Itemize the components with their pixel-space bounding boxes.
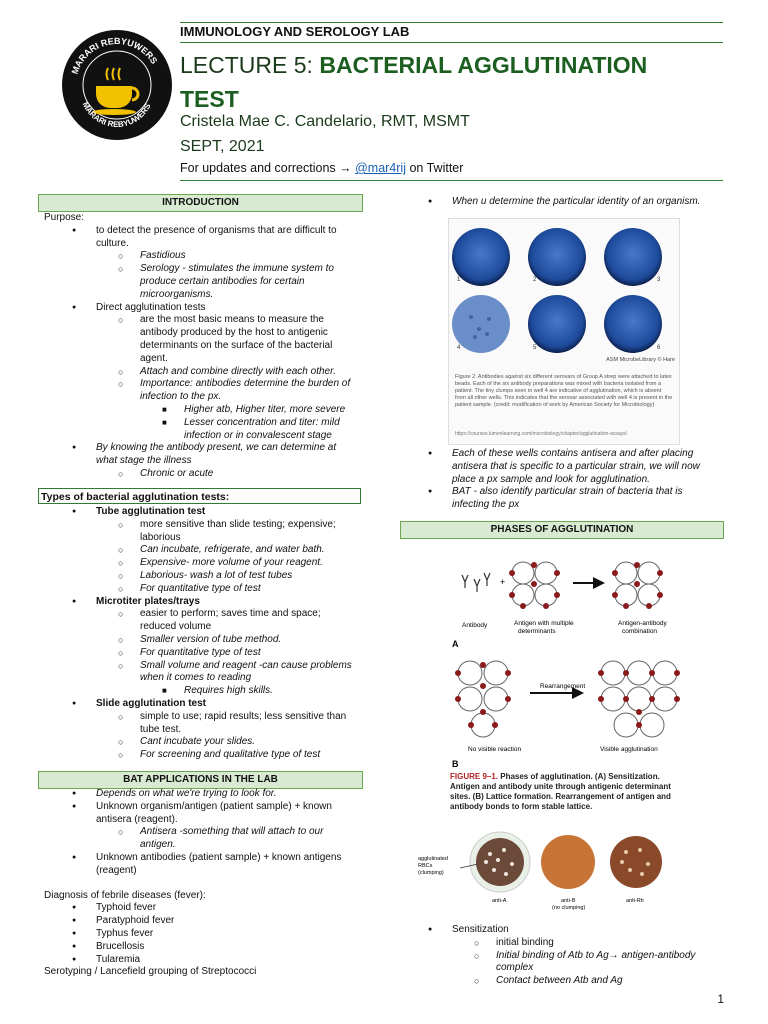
list-item: ● Tularemia: [44, 954, 374, 967]
list-item: ○ Smaller version of tube method.: [44, 634, 374, 647]
plate-label: 2: [533, 277, 537, 283]
list-item: ○ Contact between Atb and Ag: [400, 975, 730, 988]
list-item: ○ Initial binding of Atb to Ag→ antigen-antibody: [400, 950, 730, 963]
list-item-cont: antisera that is specific to a particular strain, we will now: [452, 460, 700, 472]
svg-text:MARARI REBYUWERS: MARARI REBYUWERS: [69, 35, 160, 76]
list-item: ■ Requires high skills.: [44, 685, 374, 698]
list-item-cont: antisera (reagent).: [96, 813, 178, 825]
slide-label-anti-b: anti-B: [561, 898, 576, 904]
right-wells-text: [400, 448, 730, 512]
blood-typing-slides-figure: [418, 830, 690, 914]
list-item-cont: laborious: [140, 531, 181, 543]
list-item: ● BAT - also identify particular strain of bacteria that is: [400, 486, 730, 499]
list-item: ○ Laborious- wash a lot of test tubes: [44, 570, 374, 583]
list-item: ■ Lesser concentration and titer: mild: [44, 417, 374, 430]
bat-applications-body: [44, 788, 374, 979]
svg-text:MARARI REBYUWERS: MARARI REBYUWERS: [80, 100, 153, 130]
introduction-body: [44, 212, 374, 481]
list-item-cont: microorganisms.: [140, 288, 214, 300]
fig-label-antibody: Antibody: [462, 622, 488, 629]
list-item: ○ Small volume and reagent -can cause problems: [44, 660, 374, 673]
list-item: ● Slide agglutination test: [44, 698, 374, 711]
list-item-cont: what stage the illness: [96, 455, 192, 467]
updates-suffix: on Twitter: [405, 161, 464, 175]
fig-label-no-visible: No visible reaction: [468, 746, 522, 753]
list-item: ○ Importance: antibodies determine the burden of: [44, 378, 374, 391]
list-item: ● Microtiter plates/trays: [44, 596, 374, 609]
list-item-cont: produce certain antibodies for certain: [140, 275, 305, 287]
header-top-rule: [180, 22, 723, 23]
list-item: ● By knowing the antibody present, we can determine at: [44, 442, 374, 455]
serotyping-line: Serotyping / Lancefield grouping of Streptococci: [44, 966, 257, 978]
plate-credit: ASM MicrobeLibrary © Hare: [606, 357, 675, 363]
header-bottom-rule: [180, 180, 723, 181]
list-item: ○ For quantitative type of test: [44, 583, 374, 596]
figure-9-1-caption: [450, 772, 686, 812]
slide-label-no-clumping: (no clumping): [552, 905, 586, 911]
list-item-cont: complex: [496, 962, 534, 974]
list-item: ○ simple to use; rapid results; less sensitive than: [44, 711, 374, 724]
updates-prefix: For updates and corrections →: [180, 161, 356, 175]
bat-applications-heading: BAT APPLICATIONS IN THE LAB: [38, 771, 363, 789]
list-item: ○ Cant incubate your slides.: [44, 736, 374, 749]
list-item: ● to detect the presence of organisms that are difficult to: [44, 225, 374, 238]
list-item: ○ more sensitive than slide testing; expensive;: [44, 519, 374, 532]
svg-text:+: +: [500, 577, 506, 587]
fig-label-visible: Visible agglutination: [600, 746, 658, 753]
list-item-cont: (reagent): [96, 864, 137, 876]
right-intro: [400, 196, 730, 209]
list-item: ● Direct agglutination tests: [44, 302, 374, 315]
list-item: ● Each of these wells contains antisera and after placing: [400, 448, 730, 461]
figure-2-caption: Figure 2. Antibodies against six different serovars of Group A strep were attached to latex beads. Each of the six antibody preparations was mixed with bacteria isolated from a patient. The tiny clumps seen in well 4 are indicative of agglutination, which is absent from all other wells. This indicates that the serovar associated with well 4 is present in the patient sample. (credit: modification of work by American Society for Microbiology): [455, 374, 673, 408]
fig-label-combo-b: combination: [622, 628, 658, 635]
list-item: ● Tube agglutination test: [44, 506, 374, 519]
course-title: IMMUNOLOGY AND SEROLOGY LAB: [180, 24, 410, 39]
plate-label: 1: [457, 277, 461, 283]
slide-label-anti-rh: anti-Rh: [626, 898, 644, 904]
header-mid-rule: [180, 42, 723, 43]
list-item: ● Paratyphoid fever: [44, 915, 374, 928]
list-item: ○ Can incubate, refrigerate, and water bath.: [44, 544, 374, 557]
author: Cristela Mae C. Candelario, RMT, MSMT: [180, 113, 470, 130]
fig-label-rearrangement: Rearrangement: [540, 683, 586, 690]
list-item-cont: infection or in convalescent stage: [184, 429, 332, 441]
plate-label: 5: [533, 345, 537, 351]
list-item-cont: antigen.: [140, 839, 176, 851]
slide-label-clumping: (clumping): [418, 870, 444, 876]
list-item: ● Depends on what we're trying to look for.: [44, 788, 374, 801]
fig-label-antigen: Antigen with multiple: [514, 620, 574, 627]
list-item-cont: culture.: [96, 237, 129, 249]
list-item: ○ For quantitative type of test: [44, 647, 374, 660]
list-item: ○ For screening and qualitative type of test: [44, 749, 374, 762]
fig91-title: FIGURE 9–1.: [450, 772, 499, 781]
lecture-title: [180, 48, 647, 116]
fig-panel-a: A: [452, 639, 459, 649]
list-item-cont: infecting the px: [452, 499, 520, 511]
marari-rebyuwers-logo: [62, 30, 172, 140]
slide-label-rbcs: RBCs: [418, 863, 433, 869]
list-item: ● Typhus fever: [44, 928, 374, 941]
list-item: ○ Antisera -something that will attach to our: [44, 826, 374, 839]
lecture-prefix: LECTURE 5:: [180, 52, 320, 78]
list-item: ● Unknown organism/antigen (patient sample) + known: [44, 801, 374, 814]
plate-label: 3: [657, 277, 661, 283]
phases-heading: PHASES OF AGGLUTINATION: [400, 521, 724, 539]
purpose-label: Purpose:: [44, 212, 85, 223]
fig-panel-b: B: [452, 759, 459, 769]
lecture-title-main: BACTERIAL AGGLUTINATION: [319, 52, 648, 78]
list-item: ○ Chronic or acute: [44, 468, 374, 481]
phases-of-agglutination-figure: [448, 545, 688, 830]
fig-label-combo: Antigen-antibody: [618, 620, 667, 627]
list-item: ○ Serology - stimulates the immune system to: [44, 263, 374, 276]
page-number: 1: [717, 992, 724, 1006]
slide-label-anti-a: anti-A: [492, 898, 507, 904]
list-item-cont: determinants on the surface of the bacterial: [140, 339, 333, 351]
list-item: ○ Expensive- more volume of your reagent.: [44, 557, 374, 570]
figure-2-url: https://courses.lumenlearning.com/microbiology/chapter/agglutination-assays/: [455, 431, 628, 437]
list-item: ● Sensitization: [400, 924, 730, 937]
plate-label: 6: [657, 345, 661, 351]
lecture-title-cont: TEST: [180, 86, 239, 112]
agglutination-plates-figure: [448, 218, 680, 445]
diagnosis-label: Diagnosis of febrile diseases (fever):: [44, 889, 206, 901]
list-item: ○ Fastidious: [44, 250, 374, 263]
list-item: ● Brucellosis: [44, 941, 374, 954]
list-item: ● Unknown antibodies (patient sample) + known antigens: [44, 852, 374, 865]
types-heading: Types of bacterial agglutination tests:: [38, 488, 361, 504]
fig91-text: Phases of agglutination. (A) Sensitization. Antigen and antibody unite through antigenic determinant sites. (B) Lattice formation. Rearrangement of antigen and antibody bonds to form stable lattice.: [450, 772, 671, 811]
list-item: ● When u determine the particular identity of an organism.: [400, 196, 730, 209]
updates-note: [180, 161, 463, 175]
list-item: ● Typhoid fever: [44, 902, 374, 915]
list-item-cont: when it comes to reading: [140, 672, 252, 684]
sensitization-list: [400, 924, 730, 988]
list-item-cont: place a px sample and look for agglutination.: [452, 473, 650, 485]
list-item: ○ initial binding: [400, 937, 730, 950]
list-item-cont: antibody produced by the host to antigenic: [140, 327, 328, 339]
list-item: ○ are the most basic means to measure the: [44, 314, 374, 327]
list-item-cont: agent.: [140, 352, 168, 364]
date: SEPT, 2021: [180, 138, 265, 155]
list-item: ■ Higher atb, Higher titer, more severe: [44, 404, 374, 417]
slide-label-agg: agglutinated: [418, 856, 448, 862]
list-item-cont: reduced volume: [140, 621, 212, 633]
introduction-heading: INTRODUCTION: [38, 194, 363, 212]
list-item-cont: tube test.: [140, 723, 182, 735]
list-item-cont: infection to the px.: [140, 391, 222, 403]
plate-label: 4: [457, 345, 461, 351]
types-body: [44, 506, 374, 762]
twitter-link[interactable]: @mar4rij: [355, 161, 406, 175]
list-item: ○ Attach and combine directly with each other.: [44, 366, 374, 379]
fig-label-antigen-b: determinants: [518, 628, 556, 635]
list-item: ○ easier to perform; saves time and space;: [44, 608, 374, 621]
